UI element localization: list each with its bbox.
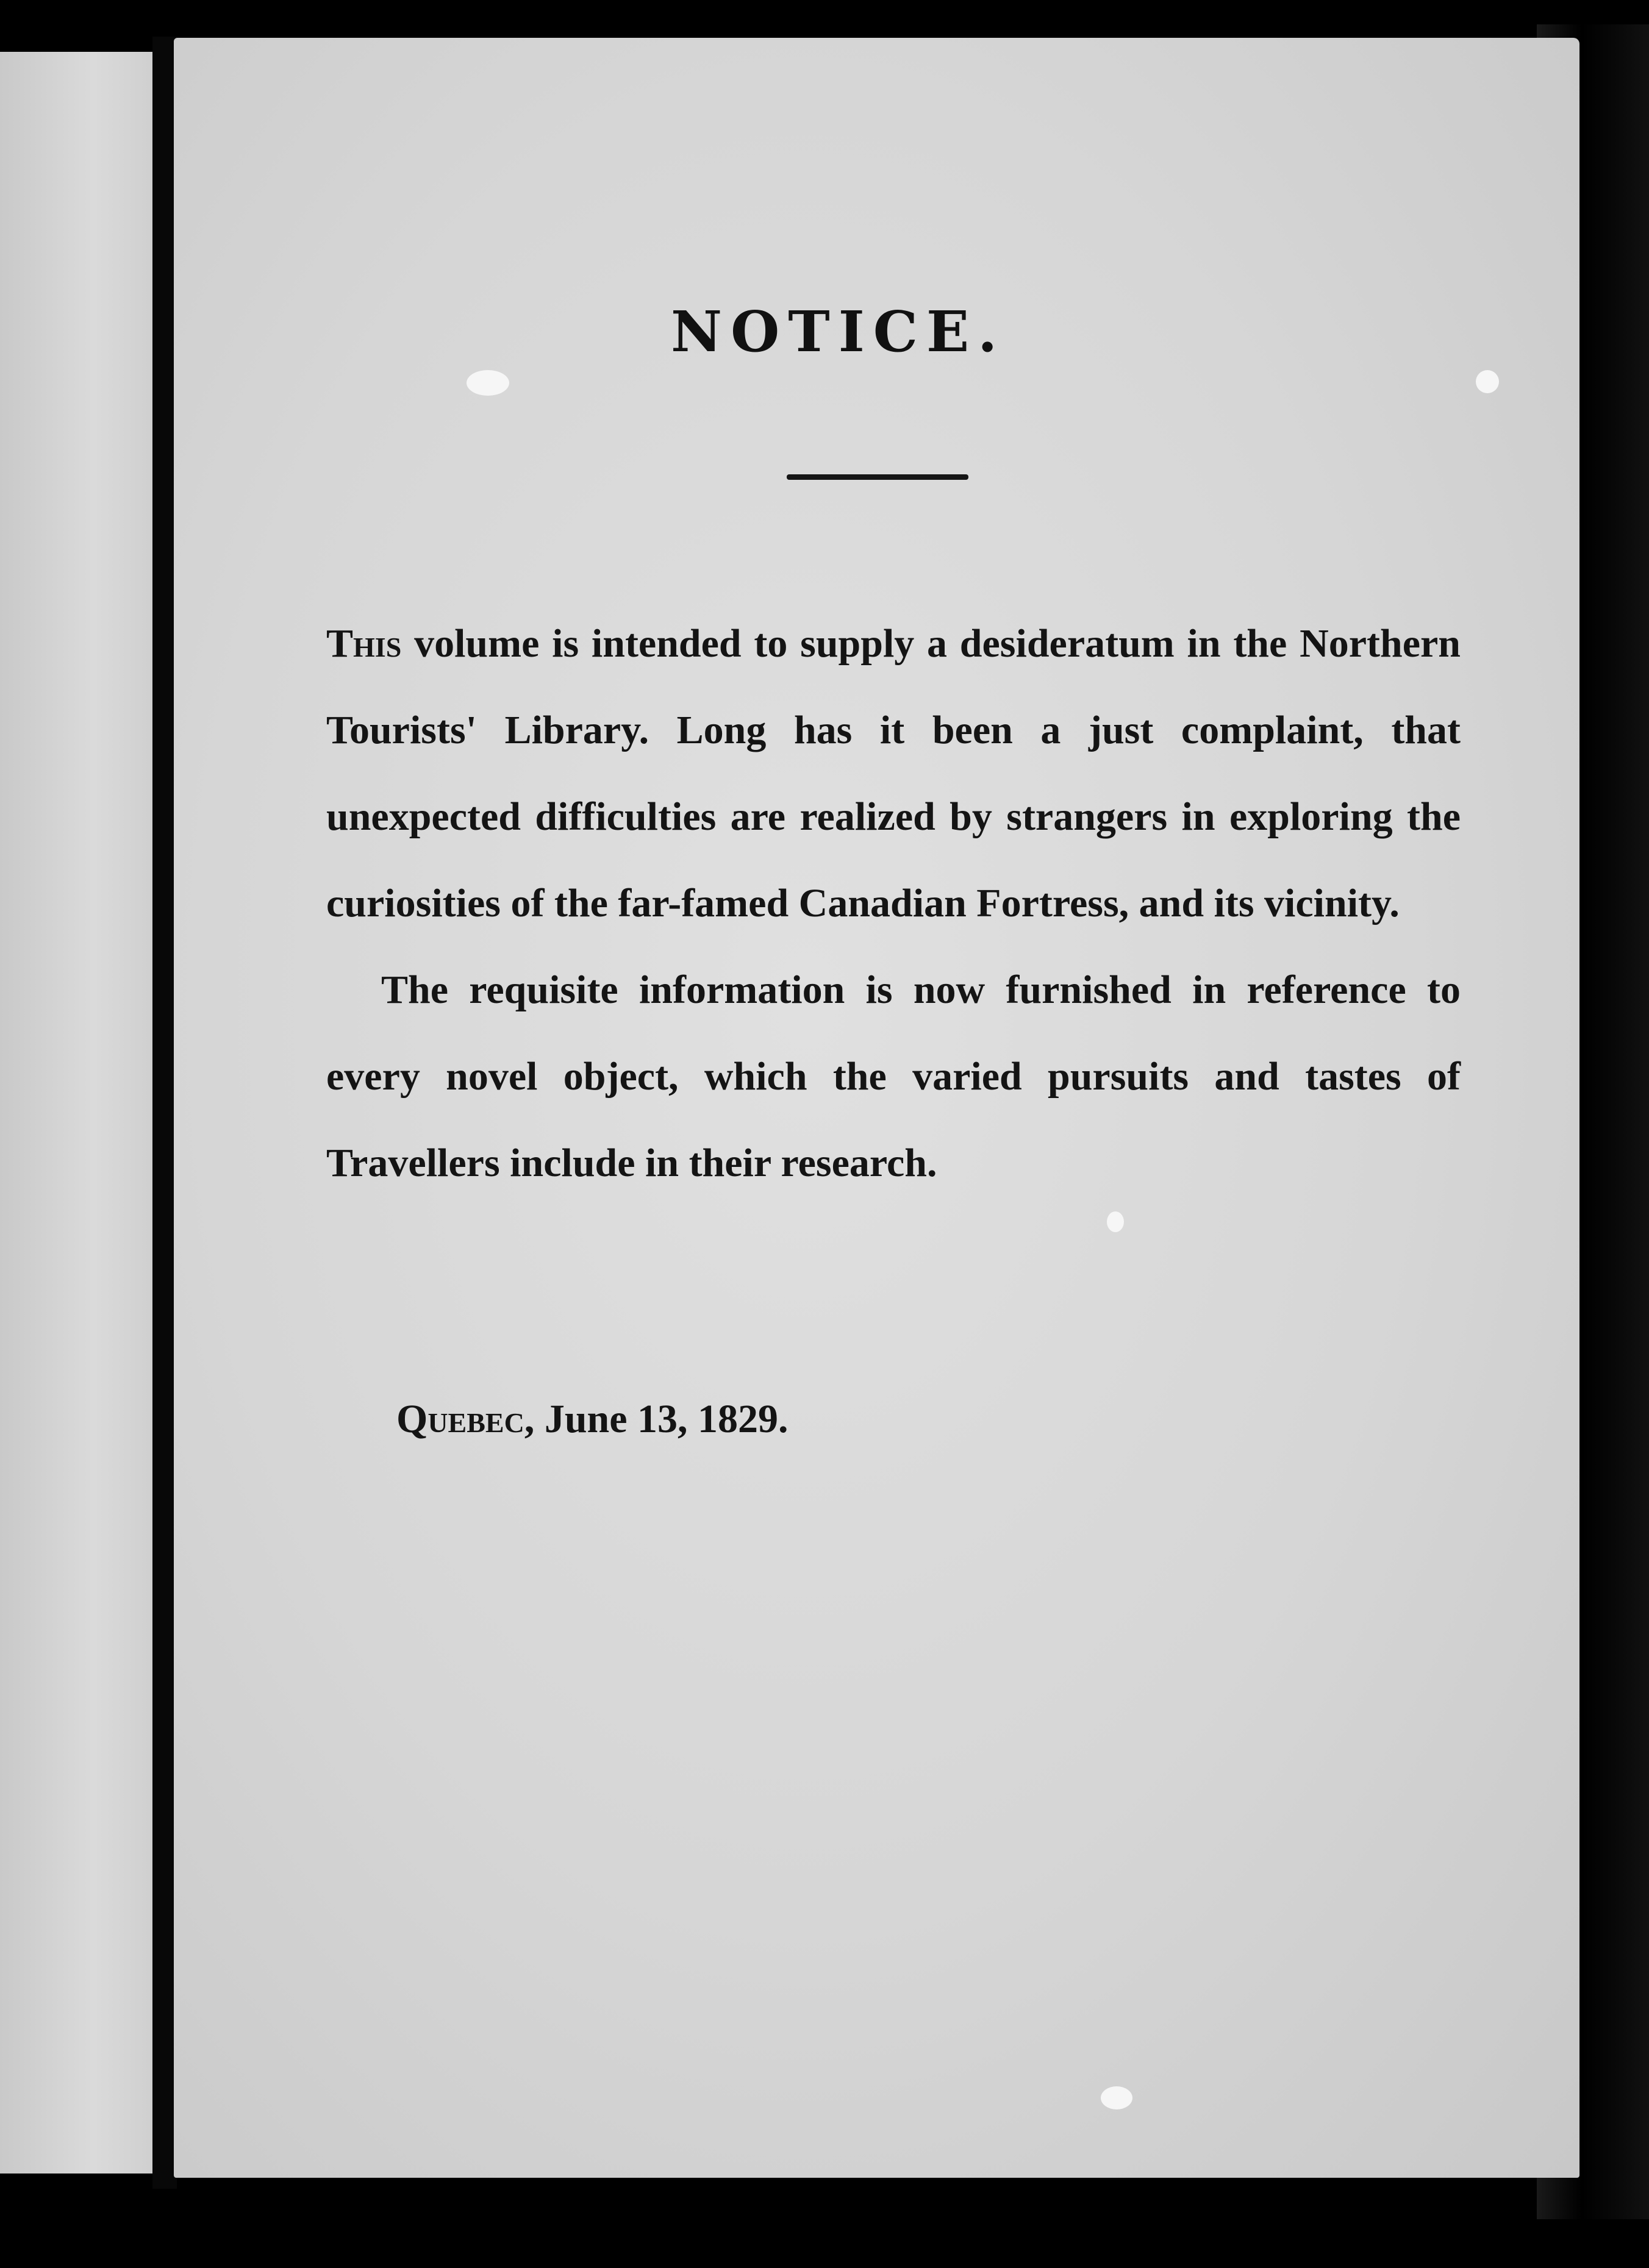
paper-speck	[467, 370, 509, 396]
paragraph-text: volume is intended to supply a desideratum in the Northern Tourists' Library. Long has it been a just complaint, that unexpected difficulties are realized by strangers in exploring the curiosities of the far-famed Canadian Fortress, and its vicinity.	[326, 621, 1461, 925]
paper-speck	[1107, 1211, 1124, 1232]
dateline-place: Quebec	[396, 1397, 524, 1441]
paragraph-text: The requisite information is now furnished in reference to every novel object, which the varied pursuits and tastes of Travellers include in their research.	[326, 968, 1461, 1185]
paper-speck	[1476, 370, 1499, 393]
dateline	[396, 1396, 789, 1442]
page-title: NOTICE.	[671, 299, 1006, 365]
title-rule	[787, 474, 968, 480]
left-facing-page	[0, 52, 156, 2174]
paragraph-1	[326, 601, 1461, 947]
paragraph-2	[326, 947, 1461, 1207]
dateline-date: , June 13, 1829.	[524, 1397, 789, 1441]
paper-speck	[1101, 2086, 1132, 2109]
book-gutter	[152, 37, 177, 2189]
paragraph-lead: This	[326, 621, 402, 666]
notice-body	[326, 601, 1461, 1207]
